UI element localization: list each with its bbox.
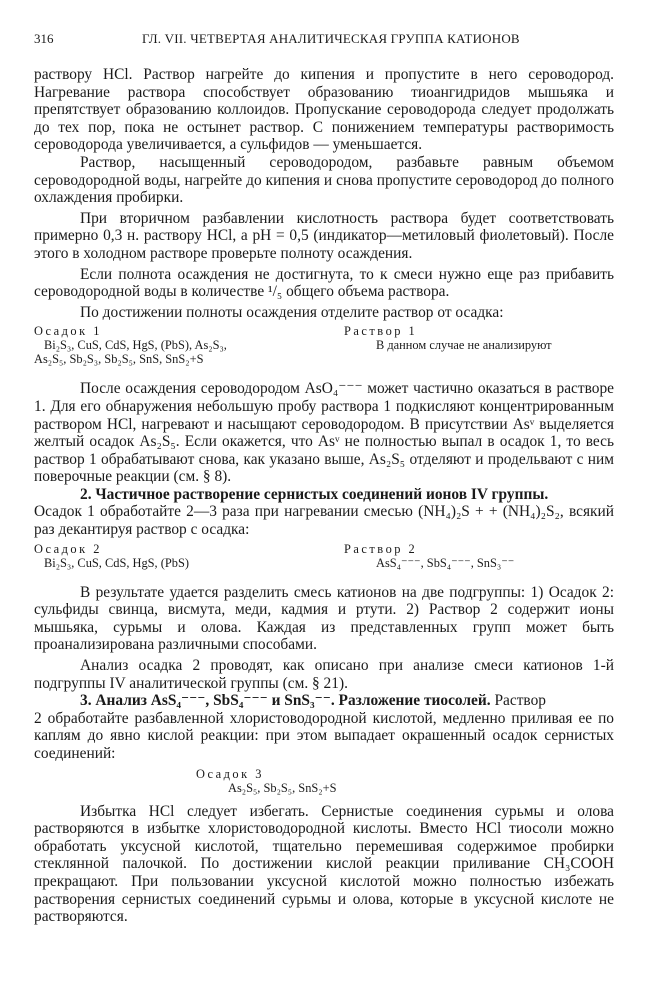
solution-2-title: Раствор 2 (344, 541, 418, 556)
section-3-tail: Раствор (494, 692, 546, 710)
section-2-text: Осадок 1 обработайте 2—3 раза при нагревании смесью (NH₄)₂S + + (NH₄)₂S₂, всякий раз декантируя раствор с осадка: (34, 503, 614, 539)
precipitate-2-title: Осадок 2 (34, 541, 102, 556)
section-3 (34, 692, 614, 710)
precipitate-2 (34, 542, 189, 570)
paragraph-11: Избытка HCl следует избегать. Сернистые соединения сурьмы и олова растворяются в избытке хлористоводородной кислоты. Вместо HCl тиосоли можно обработать уксусной кислотой, тщательно перемешивая содержимое пробирки стеклянной палочкой. По достижении кислой реакции приливание CH₃COOH прекращают. При пользовании уксусной кислотой можно полностью избежать растворения сернистых соединений сурьмы и олова, которые в уксусной кислоте не растворяются. (34, 802, 614, 926)
paragraph-5: По достижении полноты осаждения отделите раствор от осадка: (80, 303, 504, 321)
solution-2-ions: AsS₄⁻⁻⁻, SbS₄⁻⁻⁻, SnS₃⁻⁻ (376, 555, 515, 570)
paragraph-6: После осаждения сероводородом AsO₄⁻⁻⁻ может частично оказаться в растворе 1. Для его обнаружения небольшую пробу раствора 1 подкисляют концентрированным раствором HCl, нагревают и насыщают сероводородом. В присутствии Asᵛ выделяется желтый осадок As₂S₅. Если окажется, что Asᵛ не полностью выпал в осадок 1, то весь раствор 1 обрабатывают снова, как указано выше, As₂S₅ отделяют и продельвают с ним поверочные реакции (см. § 8). (34, 380, 614, 486)
solution-2 (344, 542, 514, 570)
running-title: ГЛ. VII. ЧЕТВЕРТАЯ АНАЛИТИЧЕСКАЯ ГРУППА КАТИОНОВ (142, 31, 520, 46)
section-3-text: 2 обработайте разбавленной хлористоводородной кислотой, медленно приливая ее по каплям до явно кислой реакции: при этом выпадает окрашенный осадок сернистых соединений: (34, 709, 614, 762)
precipitate-3-line-1: As₂S₅, Sb₂S₅, SnS₂+S (228, 780, 337, 795)
solution-1 (344, 324, 552, 352)
precipitate-1-line-2: As₂S₅, Sb₂S₃, Sb₂S₅, SnS, SnS₂+S (34, 352, 204, 367)
section-3-title: 3. Анализ AsS₄⁻⁻⁻, SbS₄⁻⁻⁻ и SnS₃⁻⁻. Разложение тиосолей. (80, 692, 491, 710)
separation-scheme-3 (34, 767, 614, 797)
precipitate-1 (34, 324, 227, 366)
page-body (34, 66, 614, 926)
page-number: 316 (34, 31, 54, 46)
precipitate-3-title: Осадок 3 (196, 766, 264, 781)
paragraph-8: В результате удается разделить смесь катионов на две подгруппы: 1) Осадок 2: сульфиды свинца, висмута, меди, кадмия и ртути. 2) Раствор 2 содержит ионы мышьяка, сурьмы и олова. Каждая из представленных групп может быть проанализирована различными способами. (34, 583, 614, 654)
section-2-title: 2. Частичное растворение сернистых соединений ионов IV группы. (80, 485, 549, 503)
solution-1-title: Раствор 1 (344, 324, 418, 339)
precipitate-1-line-1: Bi₂S₃, CuS, CdS, HgS, (PbS), As₂S₃, (44, 338, 227, 353)
paragraph-4: Если полнота осаждения не достигнута, то к смеси нужно еще раз прибавить сероводородной воды в количестве ¹/₅ общего объема раствора. (34, 265, 614, 301)
paragraph-9: Анализ осадка 2 проводят, как описано при анализе смеси катионов 1-й подгруппы IV аналитической группы (см. § 21). (34, 657, 614, 692)
paragraph-1: раствору HCl. Раствор нагрейте до кипения и пропустите в него сероводород. Нагревание раствора способствует образованию тиоангидридов мышьяка и препятствует образованию коллоидов. Пропускание сероводорода следует продолжать до тех пор, пока не остынет раствор. С понижением температуры растворимость сероводорода увеличивается, а сульфидов — уменьшается. (34, 66, 614, 154)
paragraph-2: Раствор, насыщенный сероводородом, разбавьте равным объемом сероводородной воды, нагрейте до кипения и снова пропустите сероводород до полного охлаждения пробирки. (34, 153, 614, 207)
solution-1-note: В данном случае не анализируют (376, 338, 552, 353)
precipitate-1-title: Осадок 1 (34, 324, 102, 339)
separation-scheme-2 (34, 542, 614, 572)
paragraph-3: При вторичном разбавлении кислотность раствора будет соответствовать примерно 0,3 н. раствору HCl, а pH = 0,5 (индикатор—метиловый фиолетовый). После этого в холодном растворе проверьте полноту осаждения. (34, 209, 614, 262)
separation-scheme-1 (34, 324, 614, 368)
precipitate-2-line-1: Bi₂S₃, CuS, CdS, HgS, (PbS) (44, 555, 189, 570)
section-2 (34, 486, 614, 504)
